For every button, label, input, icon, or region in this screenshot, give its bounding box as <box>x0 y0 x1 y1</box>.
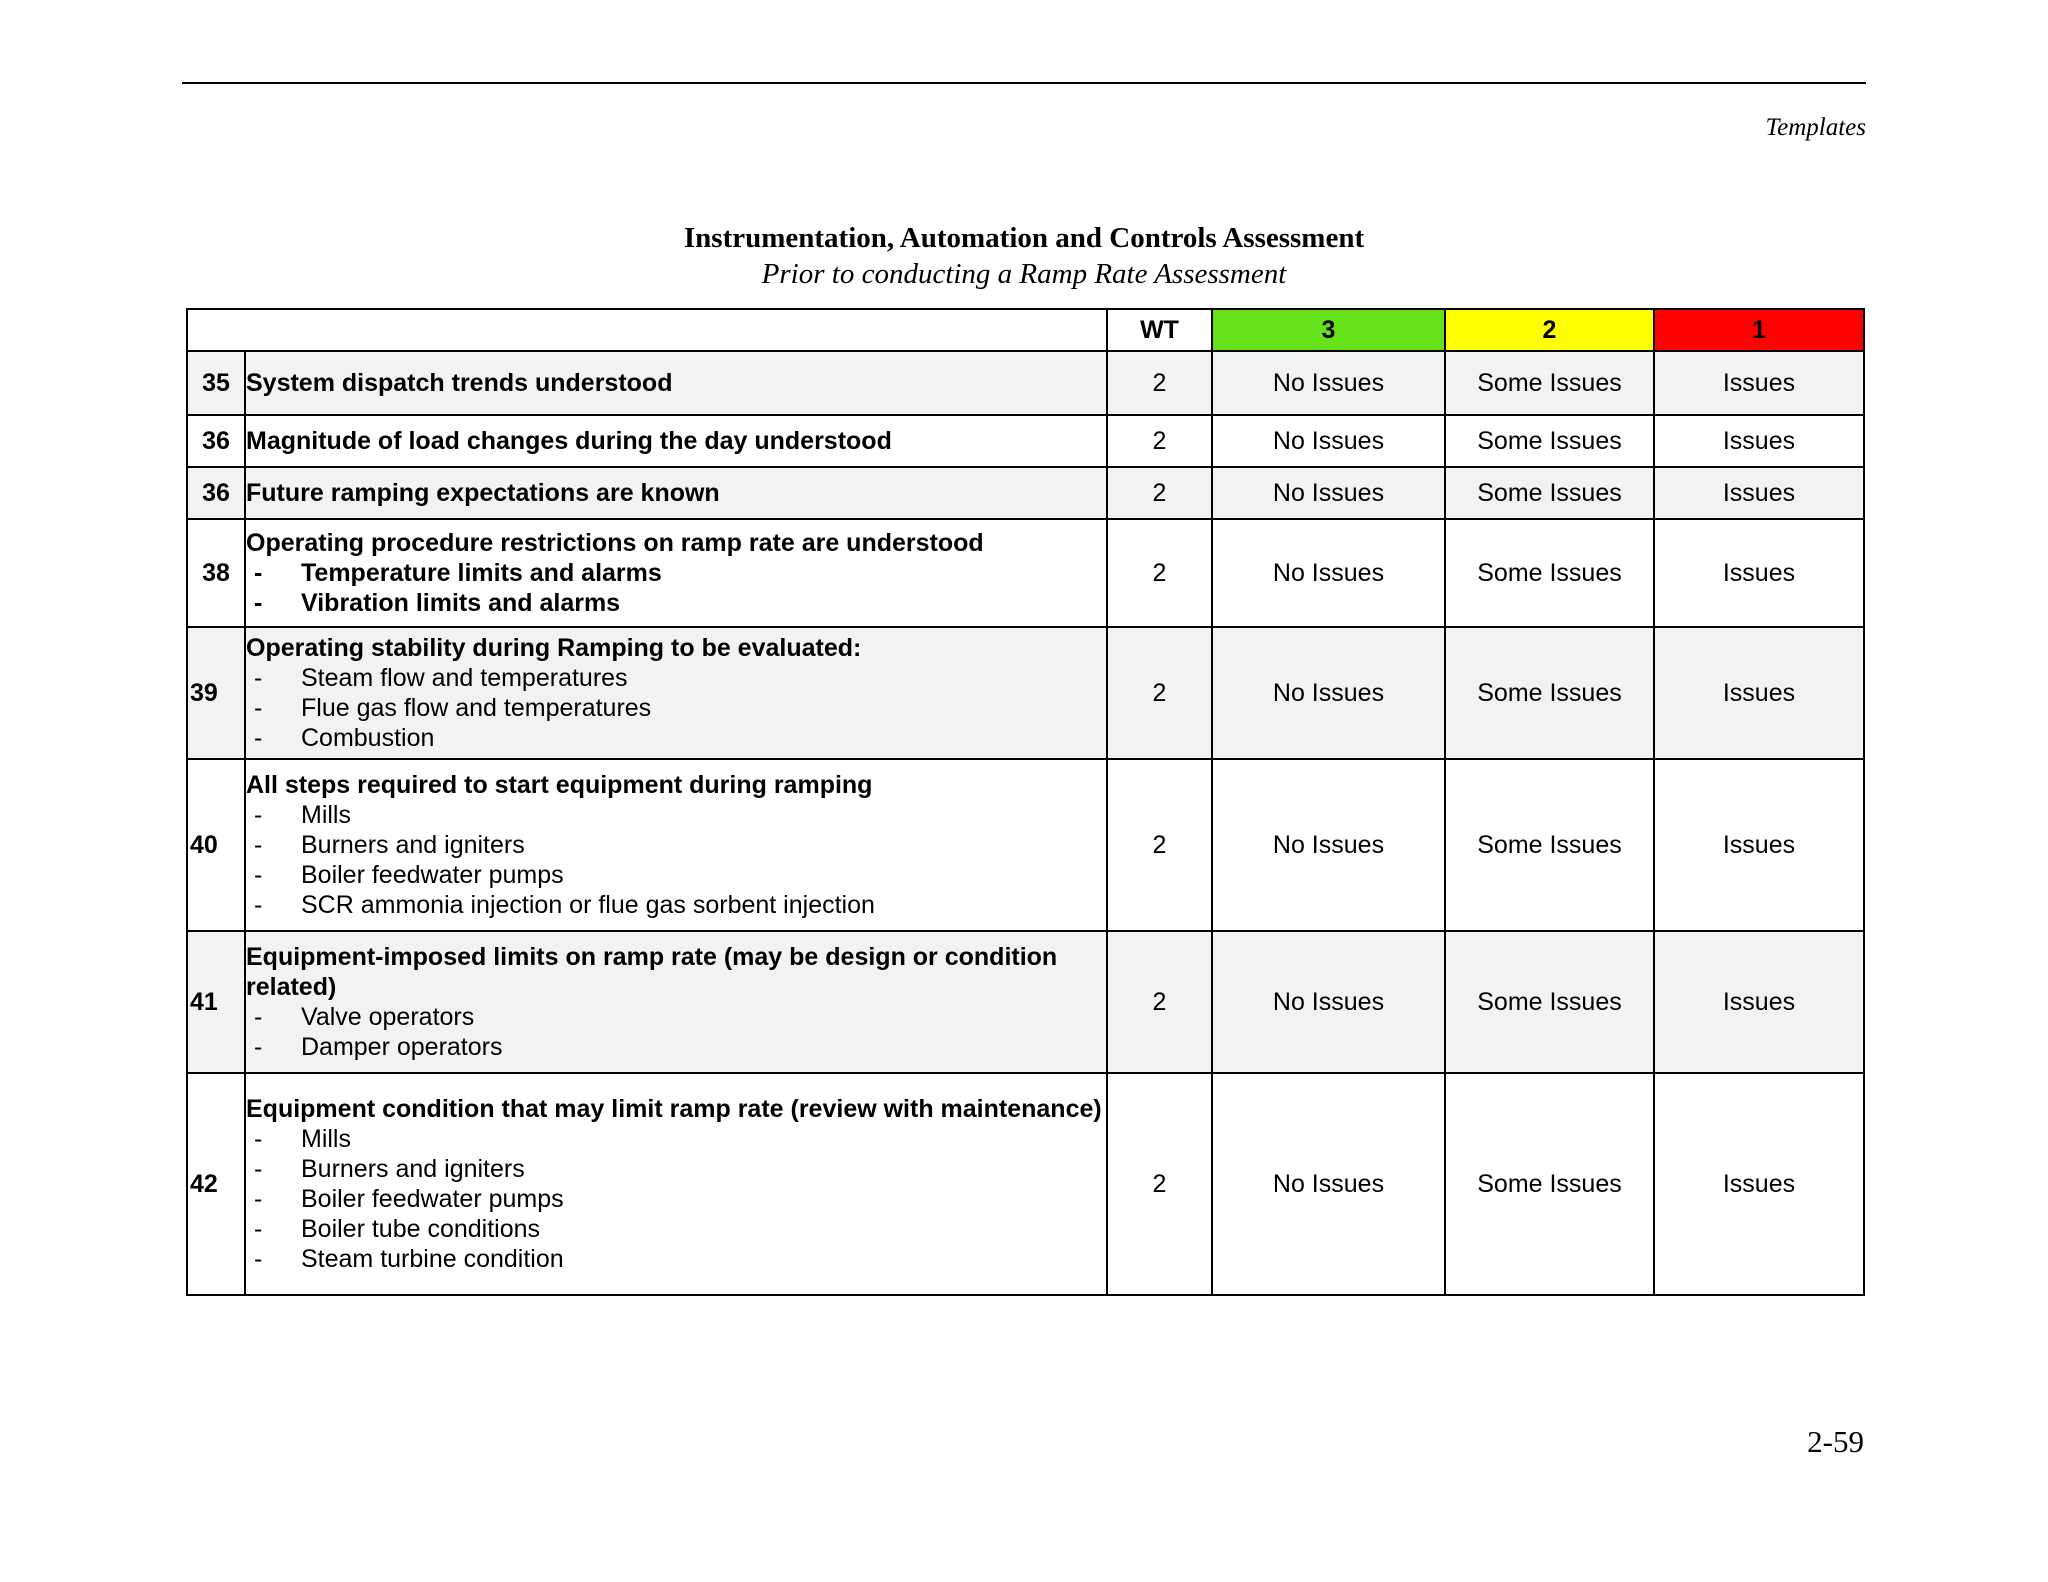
bullet-marker: - <box>254 1033 263 1061</box>
bullet-marker: - <box>254 694 263 722</box>
bullet-item <box>246 723 1106 753</box>
row-description <box>245 467 1107 519</box>
item-heading: Future ramping expectations are known <box>246 479 720 507</box>
table-row <box>187 759 1864 931</box>
bullet-item <box>246 830 1106 860</box>
header-score-3: 3 <box>1212 309 1445 351</box>
bullet-marker: - <box>254 559 263 587</box>
bullet-marker: - <box>254 1215 263 1243</box>
row-score-2: Some Issues <box>1445 467 1654 519</box>
table-header-row <box>187 309 1864 351</box>
bullet-text: Combustion <box>301 724 435 752</box>
item-heading: All steps required to start equipment during ramping <box>246 771 873 799</box>
row-score-2: Some Issues <box>1445 627 1654 759</box>
row-number: 36 <box>187 467 245 519</box>
table-row <box>187 351 1864 415</box>
item-heading: System dispatch trends understood <box>246 369 673 397</box>
row-number: 36 <box>187 415 245 467</box>
bullet-text: Flue gas flow and temperatures <box>301 694 652 722</box>
row-score-3: No Issues <box>1212 627 1445 759</box>
row-description <box>245 931 1107 1073</box>
row-weight: 2 <box>1107 351 1212 415</box>
bullet-item <box>246 1154 1106 1184</box>
row-number: 35 <box>187 351 245 415</box>
item-heading: Operating stability during Ramping to be evaluated: <box>246 634 862 662</box>
bullet-text: Valve operators <box>301 1003 475 1031</box>
bullet-marker: - <box>254 1185 263 1213</box>
bullet-item <box>246 588 1106 618</box>
row-description <box>245 759 1107 931</box>
row-score-1: Issues <box>1654 351 1864 415</box>
row-description <box>245 627 1107 759</box>
bullet-text: Steam flow and temperatures <box>301 664 628 692</box>
bullet-text: Vibration limits and alarms <box>301 589 621 617</box>
bullet-text: Temperature limits and alarms <box>301 559 662 587</box>
row-weight: 2 <box>1107 627 1212 759</box>
bullet-item <box>246 1214 1106 1244</box>
bullet-marker: - <box>254 724 263 752</box>
row-score-3: No Issues <box>1212 1073 1445 1295</box>
row-weight: 2 <box>1107 415 1212 467</box>
item-heading: Magnitude of load changes during the day understood <box>246 427 892 455</box>
row-score-2: Some Issues <box>1445 351 1654 415</box>
bullet-marker: - <box>254 589 263 617</box>
running-head: Templates <box>1765 114 1866 141</box>
page-number: 2-59 <box>1807 1424 1864 1459</box>
bullet-text: Damper operators <box>301 1033 503 1061</box>
row-description <box>245 415 1107 467</box>
row-number: 41 <box>187 931 245 1073</box>
row-weight: 2 <box>1107 759 1212 931</box>
bullet-text: SCR ammonia injection or flue gas sorbent injection <box>301 891 875 919</box>
row-score-1: Issues <box>1654 759 1864 931</box>
row-score-3: No Issues <box>1212 759 1445 931</box>
table-body <box>187 351 1864 1295</box>
row-score-2: Some Issues <box>1445 931 1654 1073</box>
table-row <box>187 1073 1864 1295</box>
header-blank-cell <box>187 309 1107 351</box>
bullet-marker: - <box>254 664 263 692</box>
row-number: 38 <box>187 519 245 627</box>
bullet-item <box>246 663 1106 693</box>
row-score-3: No Issues <box>1212 351 1445 415</box>
header-wt: WT <box>1107 309 1212 351</box>
bullet-marker: - <box>254 1245 263 1273</box>
row-score-2: Some Issues <box>1445 415 1654 467</box>
row-number: 40 <box>187 759 245 931</box>
row-description <box>245 351 1107 415</box>
row-weight: 2 <box>1107 519 1212 627</box>
bullet-list <box>246 800 1106 920</box>
table-row <box>187 519 1864 627</box>
bullet-list <box>246 1124 1106 1274</box>
row-score-1: Issues <box>1654 1073 1864 1295</box>
row-description <box>245 1073 1107 1295</box>
header-rule <box>182 82 1866 84</box>
row-score-3: No Issues <box>1212 415 1445 467</box>
document-title: Instrumentation, Automation and Controls Assessment <box>683 222 1365 254</box>
item-heading: Equipment condition that may limit ramp rate (review with maintenance) <box>246 1095 1102 1123</box>
row-weight: 2 <box>1107 931 1212 1073</box>
row-description <box>245 519 1107 627</box>
header-score-1: 1 <box>1654 309 1864 351</box>
row-score-3: No Issues <box>1212 931 1445 1073</box>
row-number: 42 <box>187 1073 245 1295</box>
bullet-marker: - <box>254 801 263 829</box>
header-score-2: 2 <box>1445 309 1654 351</box>
bullet-item <box>246 1032 1106 1062</box>
item-heading: Operating procedure restrictions on ramp rate are understood <box>246 529 984 557</box>
bullet-item <box>246 890 1106 920</box>
bullet-list <box>246 663 1106 753</box>
bullet-item <box>246 558 1106 588</box>
bullet-item <box>246 1002 1106 1032</box>
item-heading: Equipment-imposed limits on ramp rate (may be design or condition related) <box>246 943 1058 1001</box>
bullet-item <box>246 1184 1106 1214</box>
bullet-text: Burners and igniters <box>301 1155 525 1183</box>
row-score-3: No Issues <box>1212 467 1445 519</box>
bullet-marker: - <box>254 1003 263 1031</box>
row-weight: 2 <box>1107 467 1212 519</box>
row-score-1: Issues <box>1654 931 1864 1073</box>
bullet-text: Boiler tube conditions <box>301 1215 541 1243</box>
bullet-text: Mills <box>301 801 351 829</box>
bullet-marker: - <box>254 861 263 889</box>
row-score-1: Issues <box>1654 415 1864 467</box>
bullet-list <box>246 1002 1106 1062</box>
bullet-marker: - <box>254 1125 263 1153</box>
assessment-table <box>186 308 1865 1296</box>
bullet-text: Mills <box>301 1125 351 1153</box>
bullet-item <box>246 860 1106 890</box>
bullet-marker: - <box>254 831 263 859</box>
row-score-1: Issues <box>1654 519 1864 627</box>
bullet-marker: - <box>254 1155 263 1183</box>
bullet-text: Boiler feedwater pumps <box>301 861 564 889</box>
row-score-1: Issues <box>1654 467 1864 519</box>
bullet-list <box>246 558 1106 618</box>
row-score-2: Some Issues <box>1445 1073 1654 1295</box>
row-score-2: Some Issues <box>1445 519 1654 627</box>
bullet-item <box>246 693 1106 723</box>
document-subtitle: Prior to conducting a Ramp Rate Assessment <box>761 258 1287 290</box>
table-row <box>187 931 1864 1073</box>
row-score-2: Some Issues <box>1445 759 1654 931</box>
bullet-item <box>246 1244 1106 1274</box>
row-score-1: Issues <box>1654 627 1864 759</box>
table-row <box>187 467 1864 519</box>
table-row <box>187 415 1864 467</box>
bullet-marker: - <box>254 891 263 919</box>
bullet-text: Boiler feedwater pumps <box>301 1185 564 1213</box>
row-number: 39 <box>187 627 245 759</box>
bullet-item <box>246 1124 1106 1154</box>
row-score-3: No Issues <box>1212 519 1445 627</box>
table-row <box>187 627 1864 759</box>
bullet-text: Burners and igniters <box>301 831 525 859</box>
bullet-item <box>246 800 1106 830</box>
row-weight: 2 <box>1107 1073 1212 1295</box>
bullet-text: Steam turbine condition <box>301 1245 564 1273</box>
